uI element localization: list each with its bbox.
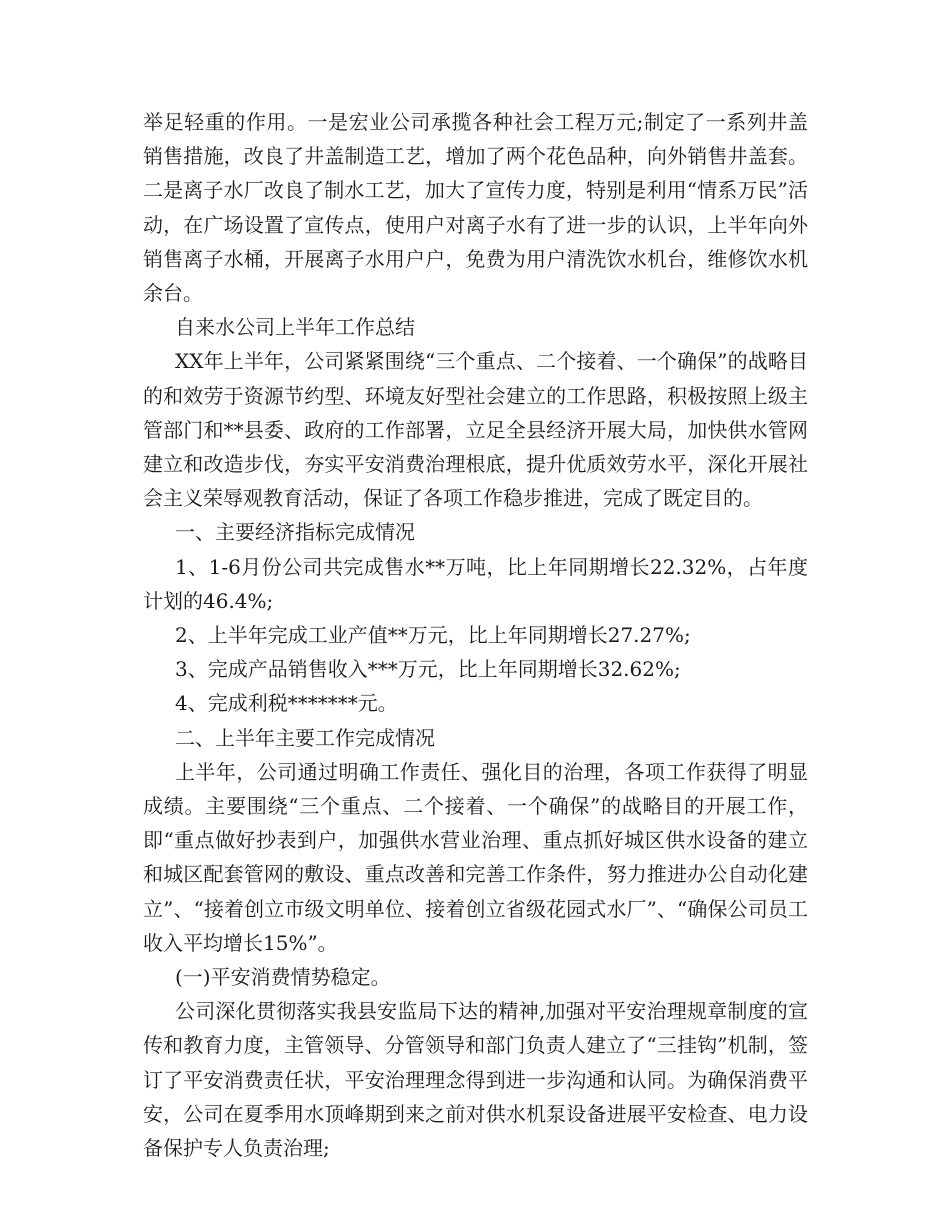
document-body [143, 105, 808, 1165]
paragraph-safety-details: 公司深化贯彻落实我县安监局下达的精神,加强对平安治理规章制度的宣传和教育力度，主管领导、分管领导和部门负责人建立了“三挂钩”机制，签订了平安消费责任状，平安治理理念得到进一步沟通和认同。为确保消费平安，公司在夏季用水顶峰期到来之前对供水机泵设备进展平安检查、电力设备保护专人负责治理; [143, 999, 808, 1161]
paragraph-intro-continued: 举足轻重的作用。一是宏业公司承揽各种社会工程万元;制定了一系列井盖销售措施，改良了井盖制造工艺，增加了两个花色品种，向外销售井盖套。二是离子水厂改良了制水工艺，加大了宣传力度，特别是利用“情系万民”活动，在广场设置了宣传点，使用户对离子水有了进一步的认识，上半年向外销售离子水桶，开展离子水用户户，免费为用户清洗饮水机台，维修饮水机余台。 [143, 110, 808, 306]
section-heading-summary: 自来水公司上半年工作总结 [175, 315, 415, 340]
list-item-water-sales: 1、1-6月份公司共完成售水**万吨，比上年同期增长22.32%，占年度计划的46.4%; [143, 554, 808, 613]
paragraph-work-results: 上半年，公司通过明确工作责任、强化目的治理，各项工作获得了明显成绩。主要围绕“三个重点、二个接着、一个确保”的战略目的开展工作，即“重点做好抄表到户，加强供水营业治理、重点抓好城区供水设备的建立和城区配套管网的敷设、重点改善和完善工作条件，努力推进办公自动化建立”、“接着创立市级文明单位、接着创立省级花园式水厂”、“确保公司员工收入平均增长15%”。 [143, 759, 808, 955]
list-item-profit-tax: 4、完成利税*******元。 [175, 691, 398, 716]
subheading-safety-production: (一)平安消费情势稳定。 [175, 965, 391, 990]
list-item-sales-revenue: 3、完成产品销售收入***万元，比上年同期增长32.62%; [175, 657, 681, 682]
heading-economic-indicators: 一、主要经济指标完成情况 [175, 520, 415, 545]
paragraph-overview: XX年上半年，公司紧紧围绕“三个重点、二个接着、一个确保”的战略目的和效劳于资源节约型、环境友好型社会建立的工作思路，积极按照上级主管部门和**县委、政府的工作部署，立足全县经济开展大局，加快供水管网建立和改造步伐，夯实平安消费治理根底，提升优质效劳水平，深化开展社会主义荣辱观教育活动，保证了各项工作稳步推进，完成了既定目的。 [143, 349, 808, 511]
list-item-industrial-output: 2、上半年完成工业产值**万元，比上年同期增长27.27%; [175, 623, 691, 648]
heading-work-completion: 二、上半年主要工作完成情况 [175, 725, 435, 750]
